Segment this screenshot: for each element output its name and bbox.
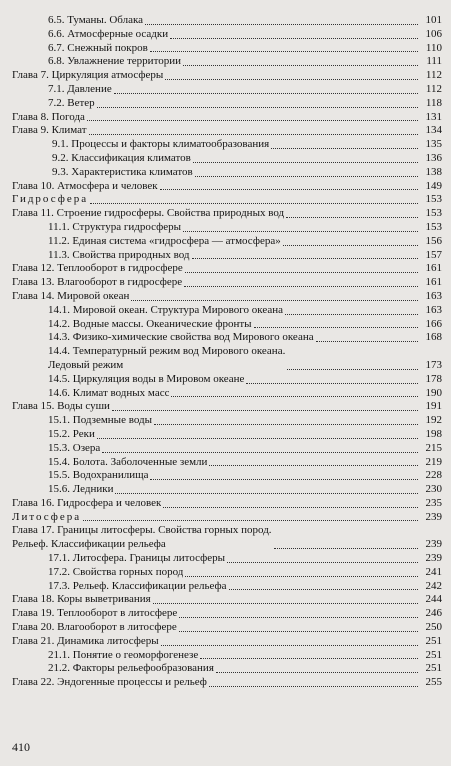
- dot-leader: [89, 134, 418, 135]
- dot-leader: [209, 686, 418, 687]
- dot-leader: [254, 327, 418, 328]
- dot-leader: [183, 65, 418, 66]
- dot-leader: [131, 300, 418, 301]
- toc-entry-title: 6.8. Увлажнение территории: [48, 55, 182, 68]
- dot-leader: [114, 93, 418, 94]
- toc-entry-title: [48, 345, 285, 373]
- toc-entry-title: Глава 9. Климат: [12, 124, 87, 137]
- toc-entry-title: 15.2. Реки: [48, 427, 95, 440]
- toc-entry: [12, 207, 442, 221]
- dot-leader: [102, 452, 418, 453]
- dot-leader: [287, 369, 418, 370]
- toc-entry-page: 163: [425, 289, 442, 302]
- toc-entry-page: 251: [425, 634, 442, 647]
- dot-leader: [179, 617, 418, 618]
- toc-entry-title: Глава 20. Влагооборот в литосфере: [12, 621, 177, 634]
- dot-leader: [184, 286, 418, 287]
- toc-entry: [12, 649, 442, 663]
- toc-entry-title: 9.2. Классификация климатов: [52, 151, 191, 164]
- toc-entry: [12, 456, 442, 470]
- toc-entry: [12, 166, 442, 180]
- toc-entry: [12, 180, 442, 194]
- toc-entry-page: 138: [425, 165, 442, 178]
- toc-entry: [12, 276, 442, 290]
- toc-entry: [12, 414, 442, 428]
- dot-leader: [195, 176, 418, 177]
- toc-entry-page: 242: [425, 579, 442, 592]
- toc-entry: [12, 580, 442, 594]
- toc-entry: [12, 607, 442, 621]
- toc-entry-title: Глава 7. Циркуляция атмосферы: [12, 69, 164, 82]
- toc-entry-page: 244: [425, 593, 442, 606]
- toc-entry-title: 14.3. Физико-химические свойства вод Мирового океана: [48, 331, 314, 344]
- toc-entry-title: 15.3. Озера: [48, 441, 101, 454]
- toc-entry-title: 11.3. Свойства природных вод: [48, 248, 190, 261]
- toc-entry-page: 173: [425, 358, 442, 371]
- toc-entry-page: 118: [425, 96, 442, 109]
- toc-entry-page: 153: [425, 207, 442, 220]
- dot-leader: [90, 203, 418, 204]
- toc-entry: [12, 524, 442, 552]
- dot-leader: [209, 465, 418, 466]
- dot-leader: [229, 589, 418, 590]
- toc-entry-title: Гидросфера: [12, 193, 89, 206]
- toc-entry-page: 246: [425, 607, 442, 620]
- dot-leader: [160, 189, 418, 190]
- toc-entry-page: 250: [425, 621, 442, 634]
- toc-entry-title: Глава 14. Мировой океан: [12, 289, 130, 302]
- dot-leader: [183, 231, 418, 232]
- toc-entry-title: 17.2. Свойства горных пород: [48, 565, 184, 578]
- toc-entry-page: 111: [426, 55, 442, 68]
- toc-entry-title-line2: Ледовый режим: [48, 358, 124, 371]
- toc-entry: [12, 387, 442, 401]
- toc-entry-title: 14.5. Циркуляция воды в Мировом океане: [48, 372, 245, 385]
- toc-entry-title: Литосфера: [12, 510, 82, 523]
- toc-entry-page: 161: [425, 262, 442, 275]
- toc-entry: [12, 373, 442, 387]
- dot-leader: [179, 631, 418, 632]
- toc-entry-page: 168: [425, 331, 442, 344]
- toc-entry: [12, 400, 442, 414]
- toc-entry-page: 239: [425, 538, 442, 551]
- toc-entry-page: 134: [425, 124, 442, 137]
- toc-entry-title-line2: Рельеф. Классификации рельефа: [12, 538, 166, 551]
- toc-entry-title: 11.1. Структура гидросферы: [48, 220, 182, 233]
- toc-entry-page: 101: [425, 14, 442, 26]
- toc-entry: [12, 345, 442, 373]
- toc-entry: [12, 621, 442, 635]
- dot-leader: [170, 38, 418, 39]
- toc-entry-page: 136: [425, 151, 442, 164]
- dot-leader: [83, 520, 418, 521]
- toc-entry-title: 11.2. Единая система «гидросфера — атмосфера»: [48, 234, 281, 247]
- dot-leader: [271, 148, 418, 149]
- dot-leader: [274, 548, 418, 549]
- toc-entry: [12, 662, 442, 676]
- toc-entry: [12, 552, 442, 566]
- dot-leader: [185, 272, 418, 273]
- dot-leader: [163, 507, 418, 508]
- dot-leader: [171, 396, 418, 397]
- toc-entry-page: 228: [425, 469, 442, 482]
- toc-entry-title: 17.3. Рельеф. Классификации рельефа: [48, 579, 227, 592]
- toc-entry: [12, 331, 442, 345]
- toc-entry: [12, 221, 442, 235]
- dot-leader: [283, 245, 418, 246]
- toc-entry-title: Глава 10. Атмосфера и человек: [12, 179, 158, 192]
- toc-entry-title: Глава 12. Теплооборот в гидросфере: [12, 262, 183, 275]
- toc-entry-title: Глава 19. Теплооборот в литосфере: [12, 607, 178, 620]
- toc-entry: [12, 676, 442, 690]
- toc-entry: [12, 262, 442, 276]
- dot-leader: [145, 24, 418, 25]
- dot-leader: [227, 562, 418, 563]
- dot-leader: [185, 576, 418, 577]
- toc-entry-page: 241: [425, 565, 442, 578]
- dot-leader: [165, 79, 418, 80]
- toc-entry: [12, 593, 442, 607]
- toc-entry: [12, 428, 442, 442]
- dot-leader: [216, 672, 418, 673]
- dot-leader: [87, 120, 418, 121]
- toc-entry: [12, 635, 442, 649]
- dot-leader: [316, 341, 418, 342]
- toc-entry-title: [12, 524, 272, 552]
- dot-leader: [150, 51, 418, 52]
- dot-leader: [193, 162, 418, 163]
- toc-entry: [12, 249, 442, 263]
- toc-entry-title: 21.2. Факторы рельефообразования: [48, 662, 214, 675]
- toc-entry-title: Глава 8. Погода: [12, 110, 85, 123]
- toc-entry-page: 110: [425, 41, 442, 54]
- table-of-contents: [12, 14, 442, 690]
- toc-entry-title: Глава 13. Влагооборот в гидросфере: [12, 276, 183, 289]
- toc-entry-page: 153: [425, 193, 442, 206]
- dot-leader: [200, 658, 418, 659]
- toc-entry-title: 21.1. Понятие о геоморфогенезе: [48, 648, 199, 661]
- toc-entry-title: 17.1. Литосфера. Границы литосферы: [48, 552, 226, 565]
- dot-leader: [153, 603, 418, 604]
- dot-leader: [112, 410, 418, 411]
- toc-entry-title: Глава 11. Строение гидросферы. Свойства природных вод: [12, 207, 285, 220]
- toc-entry: [12, 42, 442, 56]
- toc-entry-page: 161: [425, 276, 442, 289]
- toc-entry-page: 215: [425, 441, 442, 454]
- dot-leader: [150, 479, 418, 480]
- toc-entry: [12, 193, 442, 207]
- toc-entry: [12, 483, 442, 497]
- toc-entry-page: 198: [425, 427, 442, 440]
- toc-entry-title: Глава 21. Динамика литосферы: [12, 634, 159, 647]
- toc-entry: [12, 28, 442, 42]
- dot-leader: [192, 258, 418, 259]
- toc-entry-page: 112: [425, 82, 442, 95]
- toc-entry: [12, 55, 442, 69]
- toc-entry-page: 131: [425, 110, 442, 123]
- dot-leader: [161, 645, 418, 646]
- toc-entry-title: 14.2. Водные массы. Океанические фронты: [48, 317, 252, 330]
- toc-entry-title-line1: Глава 17. Границы литосферы. Свойства горных пород.: [12, 524, 272, 537]
- toc-entry-page: 219: [425, 455, 442, 468]
- toc-entry: [12, 290, 442, 304]
- toc-entry-page: 178: [425, 372, 442, 385]
- toc-entry-page: 191: [425, 400, 442, 413]
- dot-leader: [115, 493, 418, 494]
- toc-entry-title-line1: 14.4. Температурный режим вод Мирового океана.: [48, 345, 286, 358]
- toc-entry: [12, 138, 442, 152]
- toc-entry-page: 190: [425, 386, 442, 399]
- toc-entry-title: 7.2. Ветер: [48, 96, 95, 109]
- dot-leader: [97, 438, 418, 439]
- dot-leader: [285, 314, 418, 315]
- toc-entry-page: 251: [425, 662, 442, 675]
- toc-entry: [12, 69, 442, 83]
- toc-entry-title: 7.1. Давление: [48, 82, 112, 95]
- toc-entry-title: 15.5. Водохранилища: [48, 469, 149, 482]
- toc-entry: [12, 124, 442, 138]
- toc-entry: [12, 152, 442, 166]
- toc-entry-title: 6.5. Туманы. Облака: [48, 14, 144, 26]
- toc-entry-page: 235: [425, 496, 442, 509]
- toc-entry-title: 9.3. Характеристика климатов: [52, 165, 193, 178]
- dot-leader: [286, 217, 418, 218]
- dot-leader: [246, 383, 418, 384]
- toc-entry-page: 166: [425, 317, 442, 330]
- toc-entry: [12, 83, 442, 97]
- page-number: 410: [12, 740, 30, 754]
- toc-entry-title: 14.6. Климат водных масс: [48, 386, 170, 399]
- toc-entry-page: 239: [425, 510, 442, 523]
- toc-entry: [12, 318, 442, 332]
- toc-entry-page: 149: [425, 179, 442, 192]
- toc-entry-page: 251: [425, 648, 442, 661]
- toc-entry: [12, 566, 442, 580]
- toc-entry-title: 14.1. Мировой океан. Структура Мирового океана: [48, 303, 284, 316]
- toc-entry-title: 9.1. Процессы и факторы климатообразования: [52, 138, 270, 151]
- toc-entry-title: 6.7. Снежный покров: [48, 41, 148, 54]
- toc-entry: [12, 97, 442, 111]
- toc-entry: [12, 469, 442, 483]
- toc-entry-title: Глава 16. Гидросфера и человек: [12, 496, 162, 509]
- toc-entry-page: 156: [425, 234, 442, 247]
- toc-entry-page: 239: [425, 552, 442, 565]
- toc-entry-page: 230: [425, 483, 442, 496]
- toc-entry-page: 163: [425, 303, 442, 316]
- toc-entry-page: 135: [425, 138, 442, 151]
- toc-entry: [12, 235, 442, 249]
- toc-entry: [12, 442, 442, 456]
- toc-entry-page: 157: [425, 248, 442, 261]
- toc-entry: [12, 497, 442, 511]
- toc-entry: [12, 111, 442, 125]
- toc-entry-title: Глава 22. Эндогенные процессы и рельеф: [12, 676, 207, 689]
- dot-leader: [154, 424, 418, 425]
- toc-entry-page: 112: [425, 69, 442, 82]
- toc-entry-title: 15.6. Ледники: [48, 483, 114, 496]
- toc-entry: [12, 304, 442, 318]
- toc-entry-title: Глава 18. Коры выветривания: [12, 593, 151, 606]
- toc-entry-page: 153: [425, 220, 442, 233]
- dot-leader: [97, 107, 418, 108]
- toc-entry-page: 106: [425, 27, 442, 40]
- toc-entry: [12, 14, 442, 28]
- toc-entry-title: 15.1. Подземные воды: [48, 414, 152, 427]
- toc-entry-title: 15.4. Болота. Заболоченные земли: [48, 455, 208, 468]
- toc-entry-page: 192: [425, 414, 442, 427]
- toc-entry-title: 6.6. Атмосферные осадки: [48, 27, 169, 40]
- toc-entry: [12, 511, 442, 525]
- toc-entry-title: Глава 15. Воды суши: [12, 400, 110, 413]
- toc-entry-page: 255: [425, 676, 442, 689]
